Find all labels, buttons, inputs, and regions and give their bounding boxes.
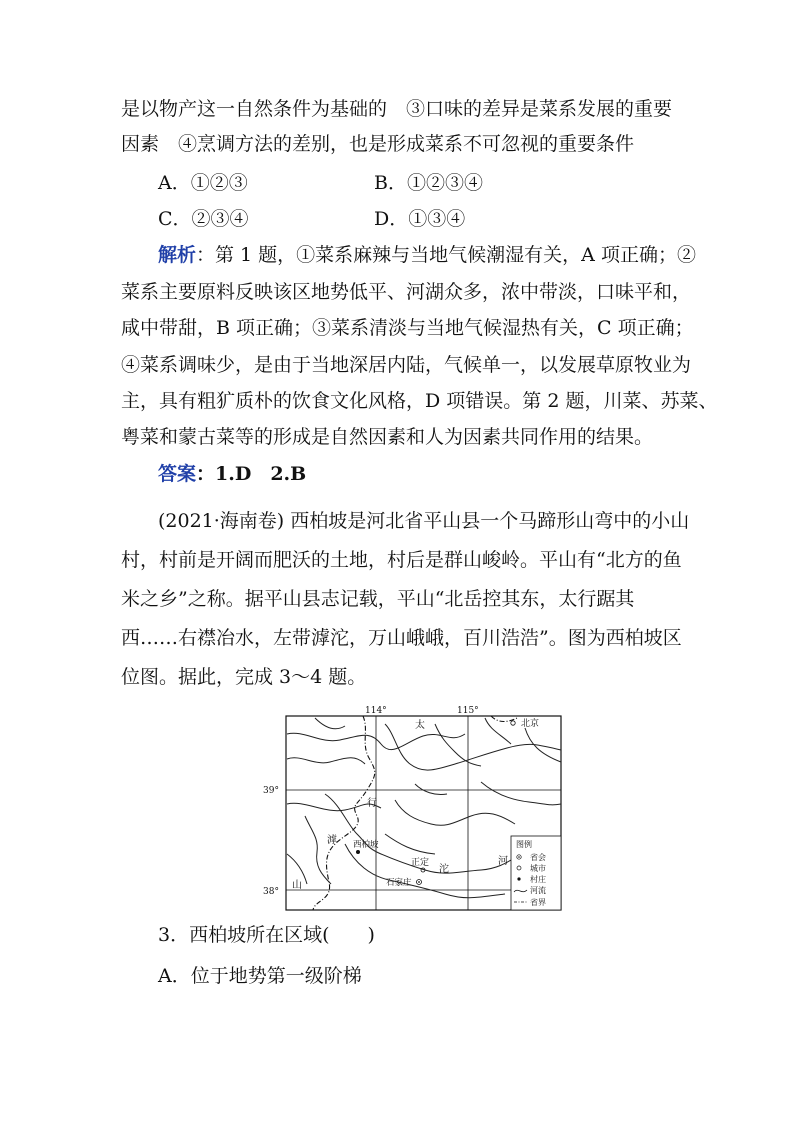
- analysis-heading: 解析: [158, 244, 197, 266]
- latitude-label-38: 38°: [263, 887, 279, 897]
- answer-heading: 答案: [158, 463, 197, 485]
- label-beijing: 北京: [521, 719, 540, 729]
- legend-boundary: 省界: [530, 898, 546, 907]
- passage-line: 西……右襟冶水，左带滹沱，万山峨峨，百川浩浩”。图为西柏坡区: [121, 627, 682, 649]
- legend-capital-dot: [518, 856, 520, 858]
- analysis-line: 咸中带甜，B 项正确；③菜系清淡与当地气候湿热有关，C 项正确；: [121, 317, 694, 339]
- label-shijiazhuang: 石家庄: [386, 878, 412, 888]
- location-map: [263, 704, 562, 911]
- label-xibaipo: 西柏坡: [353, 840, 379, 850]
- analysis-line: 粤菜和蒙古菜等的形成是自然因素和人为因素共同作用的结果。: [121, 426, 654, 448]
- legend-village-symbol: [517, 877, 520, 880]
- option-c: C．②③④: [158, 208, 249, 230]
- analysis-line: 主，具有粗犷质朴的饮食文化风格，D 项错误。第 2 题，川菜、苏菜、: [121, 390, 718, 412]
- option-b: B．①②③④: [374, 172, 483, 194]
- latitude-label-39: 39°: [263, 786, 279, 796]
- analysis-line: 菜系主要原料反映该区地势低平、河湖众多，浓中带淡，口味平和，: [121, 281, 692, 303]
- question-text-line: 是以物产这一自然条件为基础的 ③口味的差异是菜系发展的重要: [121, 98, 673, 120]
- passage-line: (2021·海南卷) 西柏坡是河北省平山县一个马蹄形山弯中的小山: [158, 510, 690, 532]
- longitude-label-114: 114°: [365, 706, 387, 716]
- legend-capital: 省会: [530, 853, 546, 862]
- legend-city: 城市: [530, 864, 546, 873]
- question-text-line: 因素 ④烹调方法的差别，也是形成菜系不可忽视的重要条件: [121, 133, 635, 155]
- label-he: 河: [498, 856, 508, 867]
- map-legend: [511, 836, 561, 910]
- answer-line: [158, 462, 306, 486]
- question-3-option-a: A．位于地势第一级阶梯: [158, 965, 362, 987]
- label-shan: 山: [292, 880, 302, 891]
- passage-line: 米之乡”之称。据平山县志记载，平山“北岳控其东，太行踞其: [121, 588, 635, 610]
- analysis-line: [158, 243, 696, 267]
- legend-title: 图例: [516, 840, 532, 849]
- option-a: A．①②③: [158, 172, 248, 194]
- passage-line: 村，村前是开阔而肥沃的土地，村后是群山峻岭。平山有“北方的鱼: [121, 549, 682, 571]
- label-tuo: 沱: [439, 864, 449, 875]
- label-tai: 太: [415, 720, 425, 731]
- question-3-stem: 3．西柏坡所在区域( ): [158, 924, 375, 946]
- legend-village: 村庄: [530, 875, 546, 884]
- passage-line: 位图。据此，完成 3～4 题。: [121, 666, 367, 688]
- capital-marker-dot: [418, 881, 420, 883]
- longitude-label-115: 115°: [457, 706, 479, 716]
- analysis-text: ：第 1 题，①菜系麻辣与当地气候潮湿有关，A 项正确；②: [196, 244, 696, 266]
- village-marker-xibaipo: [356, 850, 360, 854]
- label-zhengding: 正定: [411, 858, 430, 868]
- label-xing: 行: [367, 798, 377, 809]
- option-d: D．①③④: [374, 208, 466, 230]
- analysis-line: ④菜系调味少，是由于当地深居内陆，气候单一，以发展草原牧业为: [121, 354, 692, 376]
- label-hu: 滹: [327, 835, 337, 846]
- legend-river: 河流: [530, 886, 546, 895]
- answer-value: ：1.D 2.B: [196, 463, 307, 485]
